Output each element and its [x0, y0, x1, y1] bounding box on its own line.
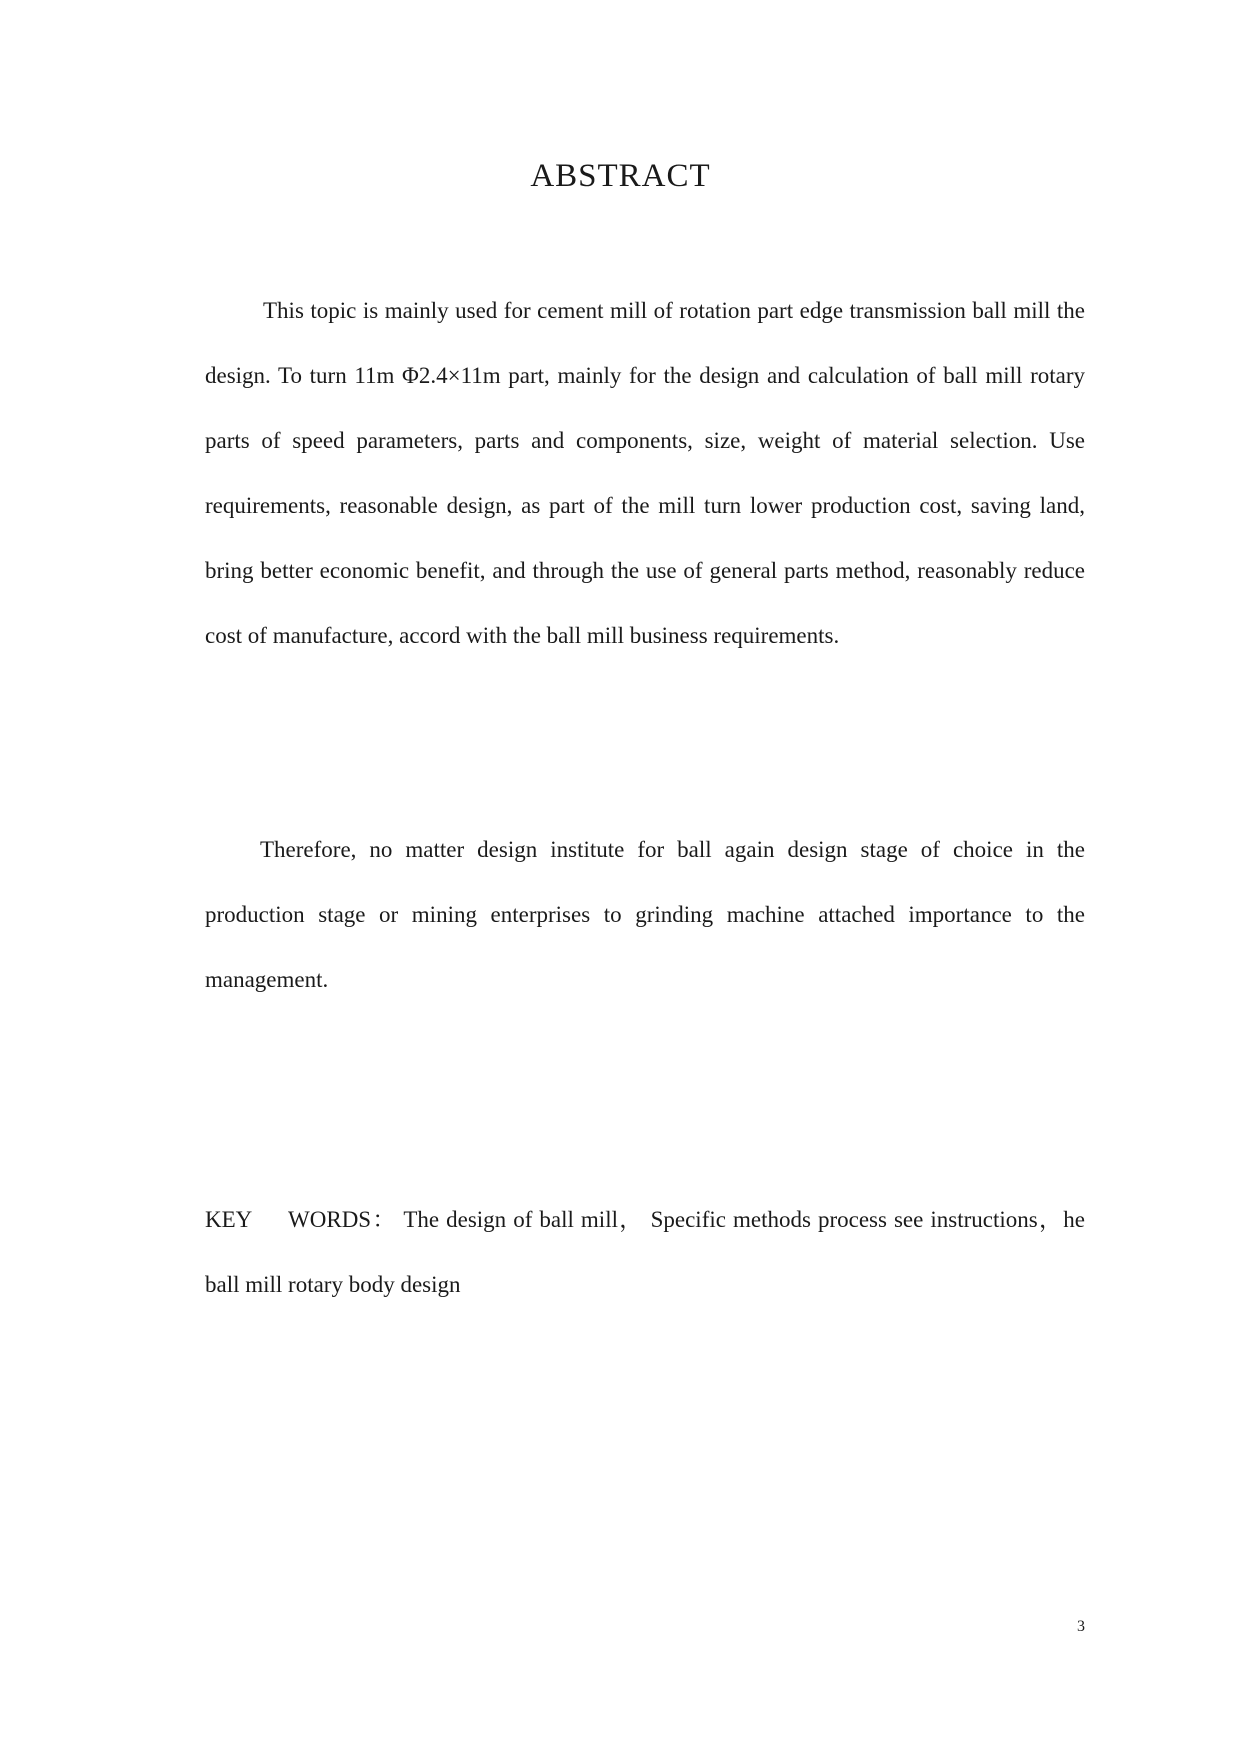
keywords-section — [205, 1187, 1085, 1317]
abstract-paragraph-2: Therefore, no matter design institute for ball again design stage of choice in the production stage or mining enterprises to grinding machine attached importance to the management. — [205, 837, 1085, 992]
abstract-paragraph-1: This topic is mainly used for cement mill of rotation part edge transmission ball mill the design. To turn 11m Φ2.4×11m part, mainly for the design and calculation of ball mill rotary parts of speed parameters, parts and components, size, weight of material selection. Use requirements, reasonable design, as part of the mill turn lower production cost, saving land, bring better economic benefit, and through the use of general parts method, reasonably reduce cost of manufacture, accord with the ball mill business requirements. — [205, 298, 1085, 648]
page-title: ABSTRACT — [530, 158, 711, 194]
keywords-text: The design of ball mill， Specific methods process see instructions，he ball mill rotary body design — [205, 1207, 1085, 1297]
keywords-label: KEY WORDS： — [205, 1207, 397, 1232]
page-number: 3 — [1077, 1618, 1085, 1635]
